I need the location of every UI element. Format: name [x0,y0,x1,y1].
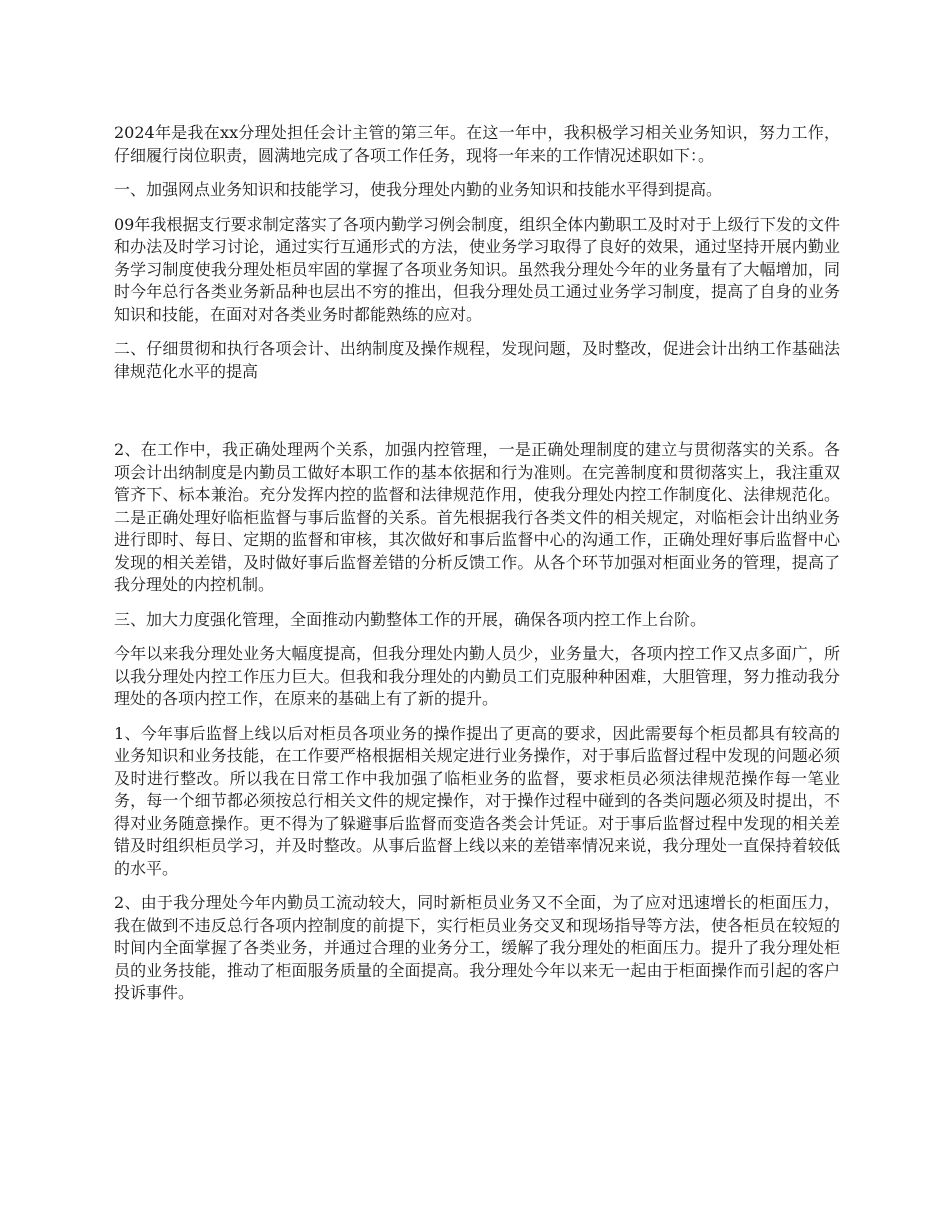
section-1-paragraph: 09年我根据支行要求制定落实了各项内勤学习例会制度，组织全体内勤职工及时对于上级行下发的文件和办法及时学习讨论，通过实行互通形式的方法，使业务学习取得了良好的效果，通过坚持开展内勤业务学习制度使我分理处柜员牢固的掌握了各项业务知识。虽然我分理处今年的业务量有了大幅增加，同时今年总行各类业务新品种也层出不穷的推出，但我分理处员工通过业务学习制度，提高了自身的业务知识和技能，在面对对各类业务时都能熟练的应对。 [114,214,840,324]
section-3-item-2-paragraph: 2、由于我分理处今年内勤员工流动较大，同时新柜员业务又不全面，为了应对迅速增长的柜面压力，我在做到不违反总行各项内控制度的前提下，实行柜员业务交叉和现场指导等方法，使各柜员在较短的时间内全面掌握了各类业务，并通过合理的业务分工，缓解了我分理处的柜面压力。提升了我分理处柜员的业务技能，推动了柜面服务质量的全面提高。我分理处今年以来无一起由于柜面操作而引起的客户投诉事件。 [114,893,840,1002]
section-3-intro-paragraph: 今年以来我分理处业务大幅度提高，但我分理处内勤人员少，业务量大，各项内控工作又点多面广，所以我分理处内控工作压力巨大。但我和我分理处的内勤员工们克服种种困难，大胆管理，努力推动我分理处的各项内控工作，在原来的基础上有了新的提升。 [114,644,840,708]
section-2-item-2-paragraph: 2、在工作中，我正确处理两个关系，加强内控管理，一是正确处理制度的建立与贯彻落实的关系。各项会计出纳制度是内勤员工做好本职工作的基本依据和行为准则。在完善制度和贯彻落实上，我注重双管齐下、标本兼治。充分发挥内控的监督和法律规范作用，使我分理处内控工作制度化、法律规范化。二是正确处理好临柜监督与事后监督的关系。首先根据我行各类文件的相关规定，对临柜会计出纳业务进行即时、每日、定期的监督和审核，其次做好和事后监督中心的沟通工作，正确处理好事后监督中心发现的相关差错，及时做好事后监督差错的分析反馈工作。从各个环节加强对柜面业务的管理，提高了我分理处的内控机制。 [114,440,840,594]
document-body [114,122,840,1017]
section-heading-3: 三、加大力度强化管理，全面推动内勤整体工作的开展，确保各项内控工作上台阶。 [114,609,707,629]
section-heading-1: 一、加强网点业务知识和技能学习，使我分理处内勤的业务知识和技能水平得到提高。 [114,180,723,199]
intro-paragraph: 2024年是我在xx分理处担任会计主管的第三年。在这一年中，我积极学习相关业务知识，努力工作，仔细履行岗位职责，圆满地完成了各项工作任务，现将一年来的工作情况述职如下：。 [114,123,840,165]
blank-gap [114,395,840,439]
section-heading-2: 二、仔细贯彻和执行各项会计、出纳制度及操作规程，发现问题，及时整改，促进会计出纳工作基础法律规范化水平的提高 [114,339,840,381]
section-3-item-1-paragraph: 1、今年事后监督上线以后对柜员各项业务的操作提出了更高的要求，因此需要每个柜员都具有较高的业务知识和业务技能，在工作要严格根据相关规定进行业务操作，对于事后监督过程中发现的问题必须及时进行整改。所以我在日常工作中我加强了临柜业务的监督，要求柜员必须法律规范操作每一笔业务，每一个细节都必须按总行相关文件的规定操作，对于操作过程中碰到的各类问题必须及时提出，不得对业务随意操作。更不得为了躲避事后监督而变造各类会计凭证。对于事后监督过程中发现的相关差错及时组织柜员学习，并及时整改。从事后监督上线以来的差错率情况来说，我分理处一直保持着较低的水平。 [114,723,840,878]
